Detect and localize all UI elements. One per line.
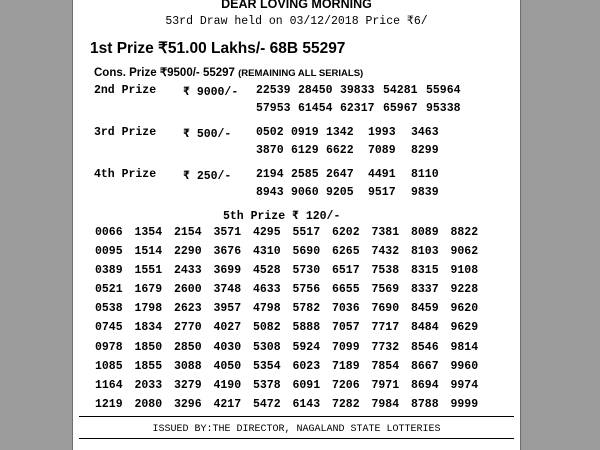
fifth-prize-number: 5690 <box>292 245 321 259</box>
prize-number: 57953 <box>256 102 291 115</box>
prize-number: 9205 <box>326 186 354 199</box>
fifth-prize-number: 8103 <box>411 245 439 259</box>
prize-number: 3463 <box>411 126 439 139</box>
fifth-prize-number: 5354 <box>253 359 281 373</box>
fifth-prize-number: 1798 <box>134 302 163 316</box>
fifth-prize-number: 0538 <box>95 302 123 316</box>
fifth-prize-number: 5888 <box>292 321 321 335</box>
fifth-prize-number: 5308 <box>253 340 281 354</box>
fifth-prize-number: 8546 <box>411 340 439 354</box>
fifth-prize-number: 4528 <box>253 264 281 278</box>
fifth-prize-number: 9620 <box>450 302 479 316</box>
prize-number: 62317 <box>340 102 375 115</box>
prize-number: 28450 <box>298 84 333 97</box>
fifth-prize-number: 4030 <box>213 340 242 354</box>
fifth-prize-number: 0521 <box>95 283 123 297</box>
third-prize-row-2 <box>73 144 520 162</box>
prize-number: 2647 <box>326 168 354 181</box>
fifth-prize-number: 2154 <box>174 226 202 239</box>
fifth-prize-number: 2623 <box>174 302 202 316</box>
fifth-prize-number: 4295 <box>253 226 281 239</box>
fifth-prize-number: 7099 <box>332 340 360 354</box>
fifth-prize-number: 6655 <box>332 283 360 297</box>
fifth-prize-number: 7206 <box>332 378 360 392</box>
fifth-prize-number: 7282 <box>332 397 360 411</box>
prize-number: 55964 <box>426 84 461 97</box>
fifth-prize-number: 3571 <box>213 226 242 239</box>
prize-number: 4491 <box>368 168 396 181</box>
fifth-prize-number: 7971 <box>371 378 400 392</box>
fifth-prize-number: 2600 <box>174 283 202 297</box>
prize-number: 7089 <box>368 144 396 157</box>
fifth-prize-number: 7189 <box>332 359 360 373</box>
fifth-prize-number: 4310 <box>253 245 281 259</box>
fifth-prize-number: 8315 <box>411 264 439 278</box>
fifth-prize-number: 3279 <box>174 378 202 392</box>
footer-rule-bottom <box>79 438 514 439</box>
fifth-prize-heading: 5th Prize ₹ 120/- <box>223 210 341 223</box>
fifth-prize-number: 5517 <box>292 226 321 239</box>
fifth-prize-number: 1164 <box>95 378 123 392</box>
prize-number: 8943 <box>256 186 284 199</box>
second-prize-row-1 <box>73 84 520 102</box>
fifth-prize-number: 9999 <box>450 397 479 411</box>
fifth-prize-number: 5378 <box>253 378 281 392</box>
fifth-prize-number: 2033 <box>134 378 163 392</box>
prize-number: 61454 <box>298 102 333 115</box>
fifth-prize-number: 4798 <box>253 302 281 316</box>
fifth-prize-number: 7538 <box>371 264 400 278</box>
fifth-prize-number: 5472 <box>253 397 281 411</box>
issuer-footer: ISSUED BY:THE DIRECTOR, NAGALAND STATE LOTTERIES <box>152 424 441 435</box>
fifth-prize-number: 1514 <box>134 245 163 259</box>
fourth-prize-row-1 <box>73 168 520 186</box>
fifth-prize-number: 4190 <box>213 378 242 392</box>
fifth-prize-number: 3699 <box>213 264 242 278</box>
prize-number: 95338 <box>426 102 461 115</box>
first-prize: 1st Prize ₹51.00 Lakhs/- 68B 55297 <box>90 40 346 57</box>
fifth-prize-number: 5924 <box>292 340 321 354</box>
prize-number: 1342 <box>326 126 354 139</box>
draw-info: 53rd Draw held on 03/12/2018 Price ₹6/ <box>165 15 428 28</box>
fifth-prize-number: 7690 <box>371 302 400 316</box>
prize-number: 8299 <box>411 144 439 157</box>
prize-label: 2nd Prize <box>94 84 157 97</box>
fifth-prize-number: 1085 <box>95 359 123 373</box>
fifth-prize-number: 7854 <box>371 359 400 373</box>
second-prize-row-2 <box>73 102 520 120</box>
fifth-prize-number: 0745 <box>95 321 123 335</box>
fifth-prize-number: 7432 <box>371 245 400 259</box>
fifth-prize-number: 4050 <box>213 359 242 373</box>
fifth-prize-number: 5782 <box>292 302 321 316</box>
prize-amount: ₹ 9000/- <box>183 86 239 99</box>
prize-number: 65967 <box>383 102 418 115</box>
fifth-prize-number: 3088 <box>174 359 202 373</box>
fifth-prize-number: 6143 <box>292 397 321 411</box>
fifth-prize-number: 1679 <box>134 283 163 297</box>
fifth-prize-number: 1354 <box>134 226 163 239</box>
prize-number: 0919 <box>291 126 319 139</box>
fifth-prize-number: 2290 <box>174 245 202 259</box>
fifth-prize-number: 6265 <box>332 245 360 259</box>
fifth-prize-number: 5082 <box>253 321 281 335</box>
fifth-prize-number: 7569 <box>371 283 400 297</box>
fifth-prize-number: 6202 <box>332 226 360 239</box>
fifth-prize-number: 7984 <box>371 397 400 411</box>
fifth-prize-number: 9629 <box>450 321 479 335</box>
fifth-prize-number: 3676 <box>213 245 242 259</box>
consolation-prize-main: Cons. Prize ₹9500/- 55297 <box>94 67 239 79</box>
prize-number: 9060 <box>291 186 319 199</box>
consolation-prize-note: (REMAINING ALL SERIALS) <box>238 68 364 79</box>
consolation-prize <box>94 65 363 79</box>
fifth-prize-number: 8788 <box>411 397 439 411</box>
fifth-prize-number: 8667 <box>411 359 439 373</box>
fifth-prize-number: 8484 <box>411 321 439 335</box>
fifth-prize-number: 1850 <box>134 340 163 354</box>
fifth-prize-grid <box>95 226 490 417</box>
fifth-prize-number: 0978 <box>95 340 123 354</box>
prize-number: 9839 <box>411 186 439 199</box>
fifth-prize-number: 3957 <box>213 302 242 316</box>
fourth-prize-row-2 <box>73 186 520 204</box>
fifth-prize-number: 2850 <box>174 340 202 354</box>
fifth-prize-number: 4027 <box>213 321 242 335</box>
fifth-prize-number: 8822 <box>450 226 479 239</box>
prize-number: 8110 <box>411 168 439 181</box>
fifth-prize-number: 4217 <box>213 397 242 411</box>
fifth-prize-number: 2080 <box>134 397 163 411</box>
fifth-prize-number: 2770 <box>174 321 202 335</box>
third-prize-row-1 <box>73 126 520 144</box>
fifth-prize-number: 1834 <box>134 321 163 335</box>
fifth-prize-number: 1855 <box>134 359 163 373</box>
fifth-prize-number: 1551 <box>134 264 163 278</box>
fifth-prize-number: 9960 <box>450 359 479 373</box>
fifth-prize-number: 7036 <box>332 302 360 316</box>
prize-number: 54281 <box>383 84 418 97</box>
fifth-prize-number: 0095 <box>95 245 123 259</box>
fifth-prize-number: 6091 <box>292 378 321 392</box>
prize-amount: ₹ 250/- <box>183 170 232 183</box>
fifth-prize-number: 9108 <box>450 264 479 278</box>
fifth-prize-number: 7381 <box>371 226 400 239</box>
fifth-prize-number: 1219 <box>95 397 123 411</box>
fifth-prize-number: 9814 <box>450 340 479 354</box>
fifth-prize-number: 0389 <box>95 264 123 278</box>
prize-number: 2585 <box>291 168 319 181</box>
fifth-prize-number: 8089 <box>411 226 439 239</box>
fifth-prize-number: 7057 <box>332 321 360 335</box>
prize-number: 3870 <box>256 144 284 157</box>
prize-number: 6622 <box>326 144 354 157</box>
fifth-prize-number: 3296 <box>174 397 202 411</box>
fifth-prize-number: 5756 <box>292 283 321 297</box>
fifth-prize-number: 2433 <box>174 264 202 278</box>
fifth-prize-number: 5730 <box>292 264 321 278</box>
prize-number: 22539 <box>256 84 291 97</box>
lottery-title: DEAR LOVING MORNING <box>221 0 372 11</box>
prize-number: 0502 <box>256 126 284 139</box>
fifth-prize-number: 6517 <box>332 264 360 278</box>
fifth-prize-number: 4633 <box>253 283 281 297</box>
fifth-prize-number: 8694 <box>411 378 439 392</box>
fifth-prize-number: 0066 <box>95 226 123 239</box>
fifth-prize-number: 9062 <box>450 245 479 259</box>
lottery-result-sheet <box>72 0 521 450</box>
prize-number: 9517 <box>368 186 396 199</box>
prize-amount: ₹ 500/- <box>183 128 232 141</box>
fifth-prize-number: 8337 <box>411 283 439 297</box>
fifth-prize-number: 9974 <box>450 378 479 392</box>
prize-number: 2194 <box>256 168 284 181</box>
prize-number: 39833 <box>340 84 375 97</box>
prize-label: 3rd Prize <box>94 126 157 139</box>
fifth-prize-number: 3748 <box>213 283 242 297</box>
footer-rule-top <box>79 416 514 417</box>
prize-number: 6129 <box>291 144 319 157</box>
fifth-prize-number: 9228 <box>450 283 479 297</box>
prize-label: 4th Prize <box>94 168 157 181</box>
fifth-prize-number: 7717 <box>371 321 400 335</box>
fifth-prize-number: 7732 <box>371 340 400 354</box>
fifth-prize-number: 8459 <box>411 302 439 316</box>
prize-number: 1993 <box>368 126 396 139</box>
fifth-prize-number: 6023 <box>292 359 321 373</box>
